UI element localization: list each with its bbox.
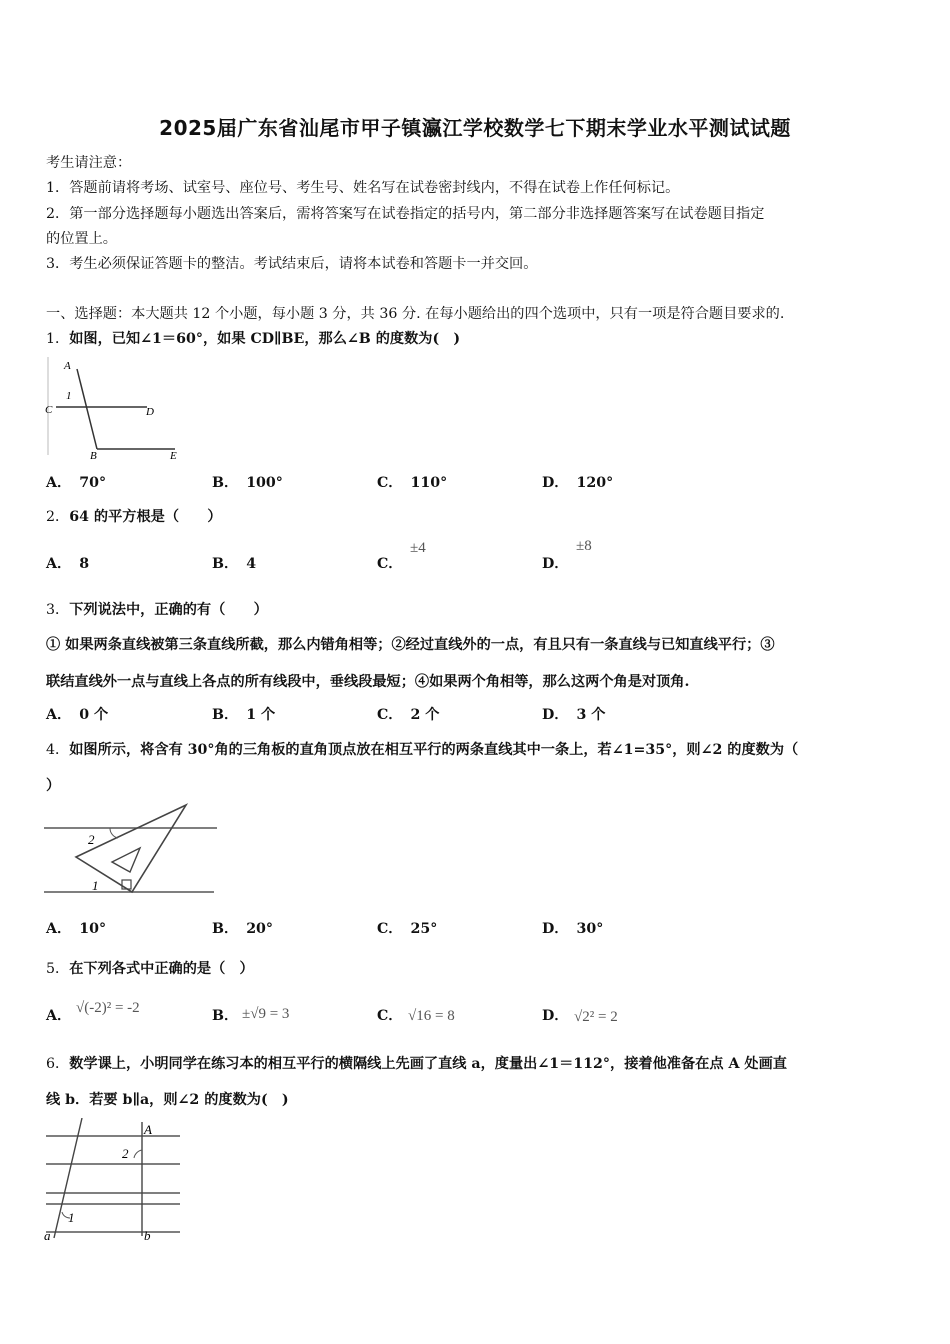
option-a: A． 10°	[46, 921, 107, 937]
option-c: C． 110°	[377, 475, 448, 491]
label-line-b: b	[144, 1228, 151, 1243]
option-b: B．	[212, 1008, 239, 1024]
notice-item: 的位置上。	[46, 231, 117, 247]
question-stem: 在下列各式中正确的是（ ）	[69, 961, 254, 977]
label-angle-1: 1	[68, 1210, 75, 1225]
option-d: D． 120°	[542, 475, 614, 491]
page-title: 2025届广东省汕尾市甲子镇瀛江学校数学七下期末学业水平测试试题	[159, 116, 791, 140]
figure-q1	[42, 357, 192, 462]
option-d: D． 30°	[542, 921, 604, 937]
question-6	[46, 1053, 787, 1073]
option-a-expression: √(-2)² = -2	[76, 1000, 140, 1016]
option-d: D． 3 个	[542, 707, 606, 723]
figure-q4	[44, 800, 219, 900]
option-b-expression: ±√9 = 3	[242, 1006, 290, 1022]
question-stem-cont: 线 b．若要 b∥a，则∠2 的度数为( )	[46, 1092, 289, 1108]
option-d: D．	[542, 1008, 569, 1024]
label-angle-2: 2	[122, 1146, 129, 1161]
option-b: B． 100°	[212, 475, 283, 491]
question-stem: 64 的平方根是（ ）	[69, 509, 222, 525]
label-a-point: A	[144, 1122, 152, 1137]
question-4	[46, 739, 798, 759]
question-number: 5．	[46, 961, 70, 977]
option-c: C．	[377, 1008, 403, 1024]
option-c-expression: √16 = 8	[408, 1008, 455, 1024]
label-angle-1: 1	[66, 390, 72, 402]
question-stem: 下列说法中，正确的有（ ）	[69, 602, 268, 618]
option-d: D．	[542, 556, 569, 572]
question-number: 3．	[46, 602, 70, 618]
option-a: A． 0 个	[46, 707, 109, 723]
angle-2-arc	[110, 828, 118, 838]
label-c: C	[45, 404, 53, 416]
question-number: 6．	[46, 1056, 70, 1072]
label-d: D	[146, 406, 154, 418]
question-stem: 如图，已知∠1＝60°，如果 CD∥BE，那么∠B 的度数为( )	[69, 331, 461, 347]
question-body-line: ① 如果两条直线被第三条直线所截，那么内错角相等；②经过直线外的一点，有且只有一条直线与已知直线平行；③	[46, 637, 775, 653]
question-3	[46, 599, 268, 619]
option-a: A． 70°	[46, 475, 107, 491]
question-stem: 数学课上，小明同学在练习本的相互平行的横隔线上先画了直线 a，度量出∠1＝112°，接着他准备在点 A 处画直	[69, 1056, 787, 1072]
notice-item: 3．考生必须保证答题卡的整洁。考试结束后，请将本试卷和答题卡一并交回。	[46, 256, 538, 272]
notice-item: 2．第一部分选择题每小题选出答案后，需将答案写在试卷指定的括号内，第二部分非选择题答案写在试卷题目指定	[46, 206, 765, 222]
option-c-value: ±4	[410, 540, 426, 556]
label-a: A	[64, 360, 71, 372]
question-5	[46, 958, 254, 978]
question-number: 2．	[46, 509, 70, 525]
question-2	[46, 506, 222, 526]
question-number: 1．	[46, 331, 70, 347]
label-angle-1: 1	[92, 878, 99, 893]
label-angle-2: 2	[88, 832, 95, 847]
question-stem: 如图所示，将含有 30°角的三角板的直角顶点放在相互平行的两条直线其中一条上，若∠1=35°，则∠2 的度数为（	[69, 742, 799, 758]
option-c: C． 25°	[377, 921, 438, 937]
label-e: E	[170, 450, 177, 462]
label-b: B	[90, 450, 97, 462]
label-line-a: a	[44, 1228, 51, 1243]
option-d-expression: √2² = 2	[574, 1009, 618, 1025]
option-b: B． 1 个	[212, 707, 276, 723]
question-number: 4．	[46, 742, 70, 758]
angle-2-arc	[134, 1150, 142, 1158]
question-stem-cont: ）	[46, 778, 61, 794]
question-1	[46, 328, 460, 348]
option-c: C．	[377, 556, 403, 572]
option-b: B． 4	[212, 556, 257, 572]
notice-item: 1．答题前请将考场、试室号、座位号、考生号、姓名写在试卷密封线内，不得在试卷上作任何标记。	[46, 180, 680, 196]
option-d-value: ±8	[576, 538, 592, 554]
option-a: A． 8	[46, 556, 90, 572]
section-heading: 一、选择题：本大题共 12 个小题，每小题 3 分，共 36 分. 在每小题给出的四个选项中，只有一项是符合题目要求的.	[46, 306, 785, 322]
notice-heading: 考生请注意：	[46, 155, 132, 171]
line-ab	[77, 369, 97, 449]
question-body-line: 联结直线外一点与直线上各点的所有线段中，垂线段最短；④如果两个角相等，那么这两个角是对顶角.	[46, 674, 690, 690]
option-b: B． 20°	[212, 921, 274, 937]
option-a: A．	[46, 1008, 72, 1024]
option-c: C． 2 个	[377, 707, 440, 723]
figure-q6	[42, 1118, 187, 1244]
triangle-inner	[112, 848, 140, 872]
